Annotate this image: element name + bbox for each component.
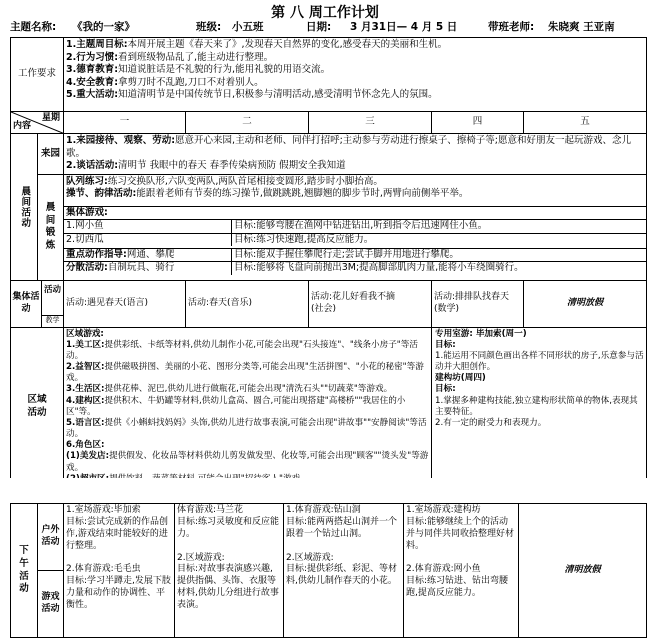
morning-arrival-row <box>11 134 647 175</box>
arrival-content <box>64 134 647 175</box>
afternoon-mon: 1.室场游戏:毕加索 目标:尝试完成新的作品创作,游戏结束时能较好的进行整理。 2.体育游戏:毛毛虫 目标:学习半蹲走,发展下肢力量和动作的协调性、平衡性。 <box>64 504 175 638</box>
afternoon-sub-cell <box>38 504 64 638</box>
role-area-title: 6.角色区: <box>66 440 105 451</box>
build-title: 建构坊(周四) <box>435 373 486 384</box>
area-row <box>11 327 647 486</box>
build-goal: 1.掌握多种建构技能,独立建构形状简单的物体,表现其主要特征。 <box>435 395 638 417</box>
page-break <box>0 478 650 502</box>
requirement-item: 3.德育教育:知道说脏话是不礼貌的行为,能用礼貌的用语交流。 <box>66 64 331 76</box>
special-room-content <box>432 327 647 486</box>
group-game-2: 2.切西瓜 目标:练习快速跑,提高反应能力。 <box>64 233 646 247</box>
content-label: 内容 <box>13 121 32 132</box>
arrival-item: 2.谈话活动:清明节 我眼中的春天 春季传染病预防 假期安全我知道 <box>66 160 346 172</box>
outdoor-label: 户外活动 <box>38 504 63 571</box>
page-title: 第 八 周工作计划 <box>271 5 379 21</box>
teacher-label: 带班老师: <box>488 21 535 33</box>
week-header-row <box>11 112 647 134</box>
collective-row <box>11 280 647 327</box>
requirement-item: 5.重大活动:知道清明节是中国传统节日,积极参与清明活动,感受清明节怀念先人的氛围。 <box>66 89 438 101</box>
area-item: 5.语言区:提供《小蝌蚪找妈妈》头饰,供幼儿进行故事表演,可能会出现"讲故事""安静阅读"等活动。 <box>66 417 427 440</box>
collective-label-cell <box>11 280 64 327</box>
collective-tue: 活动:春天(音乐) <box>186 280 309 327</box>
requirements-label: 工作要求 <box>11 38 64 112</box>
plan-table <box>10 37 647 487</box>
group-game-1: 1.网小鱼 目标:能够弯腰在渔网中钻进钻出,听到指令后迅速网住小鱼。 <box>64 219 646 233</box>
collective-label: 集体活动 <box>11 281 42 327</box>
exercise-item: 队列练习:练习交换队形,六队变两队,两队首尾相接变圆形,踏步时小脚抬高。 <box>66 175 383 187</box>
week-content-corner <box>11 112 64 134</box>
requirement-item: 4.安全教育:拿剪刀时不乱跑,刀口不对着别人。 <box>66 76 264 88</box>
class-name: 小五班 <box>232 21 264 33</box>
area-item: 1.美工区:提供彩纸、卡纸等材料,供幼儿制作小花,可能会出现"石头接连"、"线条小房子"等活动。 <box>66 339 418 361</box>
exercise-item: 操节、韵律活动:能跟着老师有节奏的练习操节,做跳跳跳,翘脚翘的脚步节时,两臂向前侧举平举。 <box>66 188 469 200</box>
week-label: 星期 <box>42 113 61 123</box>
exercise-content <box>64 174 647 206</box>
afternoon-thu: 1.室场游戏:建构坊 目标:能够继续上个的活动并与同伴共同收拾整理好材料。 2.体育游戏:网小鱼 目标:练习钻进、钻出弯腰跑,提高反应能力。 <box>404 504 519 638</box>
area-item: 3.生活区:提供花棒、泥巴,供幼儿进行做瓶花,可能会出现"清洗石头""切蔬菜"等游戏。 <box>66 384 393 395</box>
exercise-label: 晨间锻炼 <box>38 174 64 280</box>
class-label: 班级: <box>196 21 222 33</box>
special-goal: 1.能运用不同颜色画出各样不同形状的房子,乐意参与活动并大胆创作。 <box>435 350 644 373</box>
afternoon-fri: 清明放假 <box>519 504 647 638</box>
group-game-row <box>11 206 647 248</box>
day-1: 一 <box>64 112 186 134</box>
morning-label: 晨间活动 <box>11 134 38 281</box>
area-item: 2.益智区:提供磁吸拼图、美丽的小花、图形分类等,可能会出现"生活拼图"、"小花的秘密"等游戏。 <box>66 362 424 384</box>
theme-name: 《我的一家》 <box>72 21 135 33</box>
theme-label: 主题名称: <box>10 21 57 33</box>
arrival-item: 1.来园接待、观察、劳动:愿意开心来园,主动和老师、同伴打招呼;主动参与劳动进行擦桌子、擦椅子等;愿意和好朋友一起玩游戏、念儿歌。 <box>66 135 631 159</box>
collective-sub2: 教学 <box>45 315 60 324</box>
area-content <box>64 327 432 486</box>
afternoon-row <box>11 504 647 638</box>
header-info <box>10 21 646 36</box>
focus-action: 重点动作指导:网通、攀爬 目标:能双手握住攀爬行走;尝试手脚并用地进行攀爬。 <box>66 248 459 260</box>
role-area-item: (1)美发店:提供假发、化妆品等材料供幼儿剪发做发型、化妆等,可能会出现"顾客""烫头发"等游戏。 <box>66 451 429 473</box>
area-title: 区域游戏: <box>66 328 104 339</box>
date-label: 日期: <box>306 21 332 33</box>
requirements-row <box>11 38 647 112</box>
collective-mon: 活动:遇见春天(语言) <box>64 280 186 327</box>
group-game-cell <box>64 206 647 248</box>
day-5: 五 <box>524 112 647 134</box>
day-2: 二 <box>186 112 309 134</box>
group-game-title: 集体游戏: <box>66 206 108 218</box>
build-goal-label: 目标: <box>435 384 456 395</box>
game-label: 游戏活动 <box>41 592 60 614</box>
exercise-row <box>11 174 647 206</box>
afternoon-label: 下午活动 <box>11 504 38 638</box>
day-4: 四 <box>432 112 524 134</box>
date-range: 3 月31日— 4 月 5 日 <box>350 21 458 33</box>
requirement-item: 2.行为习惯:看到班级物品乱了,能主动进行整理。 <box>66 51 274 63</box>
focus-cell <box>64 248 647 280</box>
requirements-content <box>64 38 647 112</box>
build-goal: 2.有一定的耐受力和表现力。 <box>435 417 547 428</box>
afternoon-table <box>10 503 647 638</box>
divided-activity: 分散活动:自制玩具、骑行 目标:能够将飞盘向前抛出3M;提高脚部肌肉力量,能将小车绕圈骑行。 <box>64 261 646 275</box>
afternoon-tue: 体育游戏:马兰花 目标:练习灵敏度和反应能力。 2.区域游戏: 目标:对故事表演感兴趣,提供指偶、头饰、衣服等材料,供幼儿分组进行故事表演。 <box>175 504 284 638</box>
day-3: 三 <box>309 112 432 134</box>
collective-wed: 活动:花儿好看我不摘 (社会) <box>309 280 432 327</box>
arrival-label: 来园 <box>38 134 64 175</box>
special-goal-label: 目标: <box>435 339 456 350</box>
afternoon-wed: 1.体育游戏:钻山洞 目标:能两两搭起山洞并一个跟着一个钻过山洞。 2.区域游戏: 目标:提供彩纸、彩泥、等材料,供幼儿制作春天的小花。 <box>284 504 404 638</box>
teacher-names: 朱晓爽 王亚南 <box>548 21 615 33</box>
collective-thu: 活动:排排队找春天(数学) <box>432 280 524 327</box>
area-item: 4.建构区:提供积木、牛奶罐等材料,供幼儿盒高、圆合,可能出现搭建"高楼桥""我居住的小区"等。 <box>66 395 406 417</box>
focus-row <box>11 248 647 280</box>
area-label: 区域活动 <box>11 327 64 486</box>
requirement-item: 1.主题周目标:本周开展主题《春天来了》,发现春天自然界的变化,感受春天的美丽和生机。 <box>66 39 448 50</box>
special-room-title: 专用室游: 毕加索(周一) <box>435 328 527 339</box>
collective-fri: 清明放假 <box>524 280 647 327</box>
collective-sub1: 活动 <box>42 281 63 316</box>
